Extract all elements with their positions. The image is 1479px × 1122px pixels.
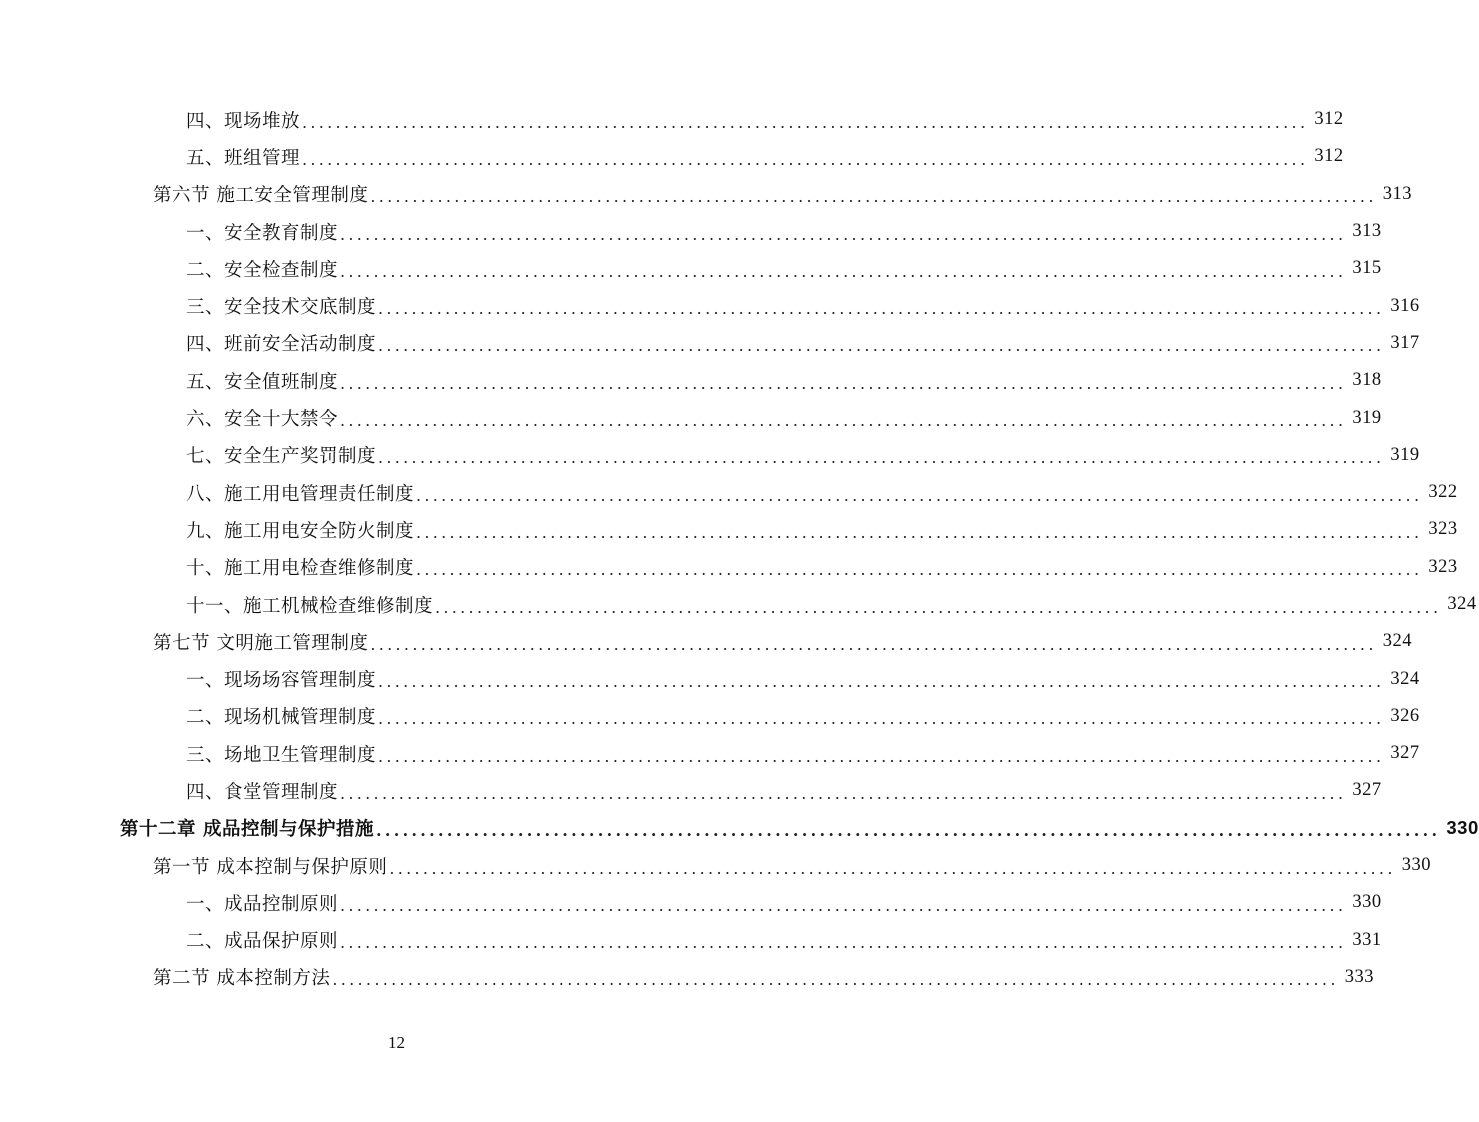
toc-entry-page: 323 [1428,556,1458,577]
toc-subsection-entry[interactable] [0,287,1420,324]
table-of-contents [0,101,1479,996]
toc-entry-title: 一、成品控制原则 [186,893,339,915]
toc-entry-title: 第七节 文明施工管理制度 [153,632,369,654]
toc-subsection-entry[interactable] [0,399,1382,436]
toc-entry-page: 318 [1352,370,1382,391]
page-number: 12 [388,1033,405,1052]
toc-entry-page: 319 [1352,407,1382,428]
toc-chapter-entry[interactable] [0,810,1479,847]
toc-entry-page: 313 [1382,183,1412,204]
toc-entry-title: 六、安全十大禁令 [186,409,339,431]
dot-leader: ........................................................................................................................ [340,411,1347,431]
dot-leader: ........................................................................................................................ [340,933,1347,953]
toc-section-entry[interactable] [0,623,1412,660]
toc-entry-page: 324 [1382,631,1412,652]
toc-entry-title: 第二节 成本控制方法 [153,968,331,990]
dot-leader: ........................................................................................................................ [332,970,1339,990]
toc-entry-title: 四、现场堆放 [186,110,301,132]
toc-subsection-entry[interactable] [0,511,1458,548]
dot-leader: ........................................................................................................................ [340,224,1347,244]
toc-subsection-entry[interactable] [0,735,1420,772]
toc-entry-page: 322 [1428,482,1458,503]
toc-entry-title: 第一节 成本控制与保护原则 [153,856,388,878]
toc-entry-page: 324 [1390,668,1420,689]
dot-leader: ........................................................................................................................ [416,485,1423,505]
toc-entry-page: 330 [1446,817,1479,839]
toc-subsection-entry[interactable] [0,474,1458,511]
toc-entry-title: 四、食堂管理制度 [186,781,339,803]
toc-entry-title: 九、施工用电安全防火制度 [186,520,415,542]
toc-entry-page: 315 [1352,258,1382,279]
dot-leader: ........................................................................................................................ [378,336,1385,356]
dot-leader: ........................................................................................................................ [302,112,1309,132]
dot-leader: ........................................................................................................................ [378,709,1385,729]
toc-entry-page: 316 [1390,295,1420,316]
toc-entry-title: 三、安全技术交底制度 [186,297,377,319]
dot-leader: ........................................................................................................................ [416,560,1423,580]
toc-subsection-entry[interactable] [0,138,1344,175]
toc-entry-title: 二、安全检查制度 [186,259,339,281]
toc-entry-title: 七、安全生产奖罚制度 [186,446,377,468]
dot-leader: ........................................................................................................................ [378,448,1385,468]
dot-leader: ........................................................................................................................ [378,746,1385,766]
toc-entry-page: 313 [1352,221,1382,242]
toc-entry-title: 八、施工用电管理责任制度 [186,483,415,505]
dot-leader: ........................................................................................................................ [340,783,1347,803]
toc-subsection-entry[interactable] [0,698,1420,735]
dot-leader: ........................................................................................................................ [340,373,1347,393]
dot-leader: ........................................................................................................................ [370,634,1377,654]
toc-entry-title: 二、成品保护原则 [186,931,339,953]
toc-entry-page: 330 [1401,855,1431,876]
toc-subsection-entry[interactable] [0,325,1420,362]
toc-entry-page: 330 [1352,892,1382,913]
dot-leader: ........................................................................................................................ [378,299,1385,319]
toc-subsection-entry[interactable] [0,549,1458,586]
toc-subsection-entry[interactable] [0,250,1382,287]
toc-section-entry[interactable] [0,959,1374,996]
toc-subsection-entry[interactable] [0,586,1477,623]
toc-entry-page: 326 [1390,705,1420,726]
toc-entry-page: 317 [1390,332,1420,353]
toc-entry-title: 一、安全教育制度 [186,222,339,244]
dot-leader: ........................................................................................................................ [302,149,1309,169]
toc-entry-title: 三、场地卫生管理制度 [186,744,377,766]
toc-entry-title: 第六节 施工安全管理制度 [153,185,369,207]
dot-leader: ........................................................................................................................ [389,858,1396,878]
toc-entry-page: 331 [1352,929,1382,950]
toc-section-entry[interactable] [0,176,1412,213]
toc-subsection-entry[interactable] [0,437,1420,474]
toc-subsection-entry[interactable] [0,772,1382,809]
toc-entry-title: 十一、施工机械检查维修制度 [186,595,434,617]
dot-leader: ........................................................................................................................ [416,522,1423,542]
toc-entry-title: 四、班前安全活动制度 [186,334,377,356]
toc-entry-title: 第十二章 成品控制与保护措施 [120,819,374,841]
toc-entry-page: 312 [1314,146,1344,167]
toc-entry-page: 327 [1390,743,1420,764]
toc-entry-page: 319 [1390,444,1420,465]
toc-section-entry[interactable] [0,847,1431,884]
toc-entry-page: 324 [1447,594,1477,614]
toc-subsection-entry[interactable] [0,922,1382,959]
toc-entry-page: 333 [1344,966,1374,987]
dot-leader: ........................................................................................................................ [340,895,1347,915]
dot-leader: ........................................................................................................................ [378,672,1385,692]
toc-entry-title: 一、现场场容管理制度 [186,670,377,692]
toc-entry-title: 十、施工用电检查维修制度 [186,558,415,580]
toc-subsection-entry[interactable] [0,213,1382,250]
toc-entry-page: 327 [1352,780,1382,801]
toc-subsection-entry[interactable] [0,660,1420,697]
toc-subsection-entry[interactable] [0,884,1382,921]
dot-leader: ........................................................................................................................ [370,187,1377,207]
toc-subsection-entry[interactable] [0,101,1344,138]
dot-leader: ........................................................................................................................ [375,821,1441,841]
toc-entry-title: 五、安全值班制度 [186,371,339,393]
toc-entry-page: 312 [1314,109,1344,130]
toc-entry-title: 五、班组管理 [186,147,301,169]
toc-entry-page: 323 [1428,519,1458,540]
toc-subsection-entry[interactable] [0,362,1382,399]
dot-leader: ........................................................................................................................ [340,261,1347,281]
dot-leader: ........................................................................................................................ [435,597,1442,617]
toc-entry-title: 二、现场机械管理制度 [186,707,377,729]
